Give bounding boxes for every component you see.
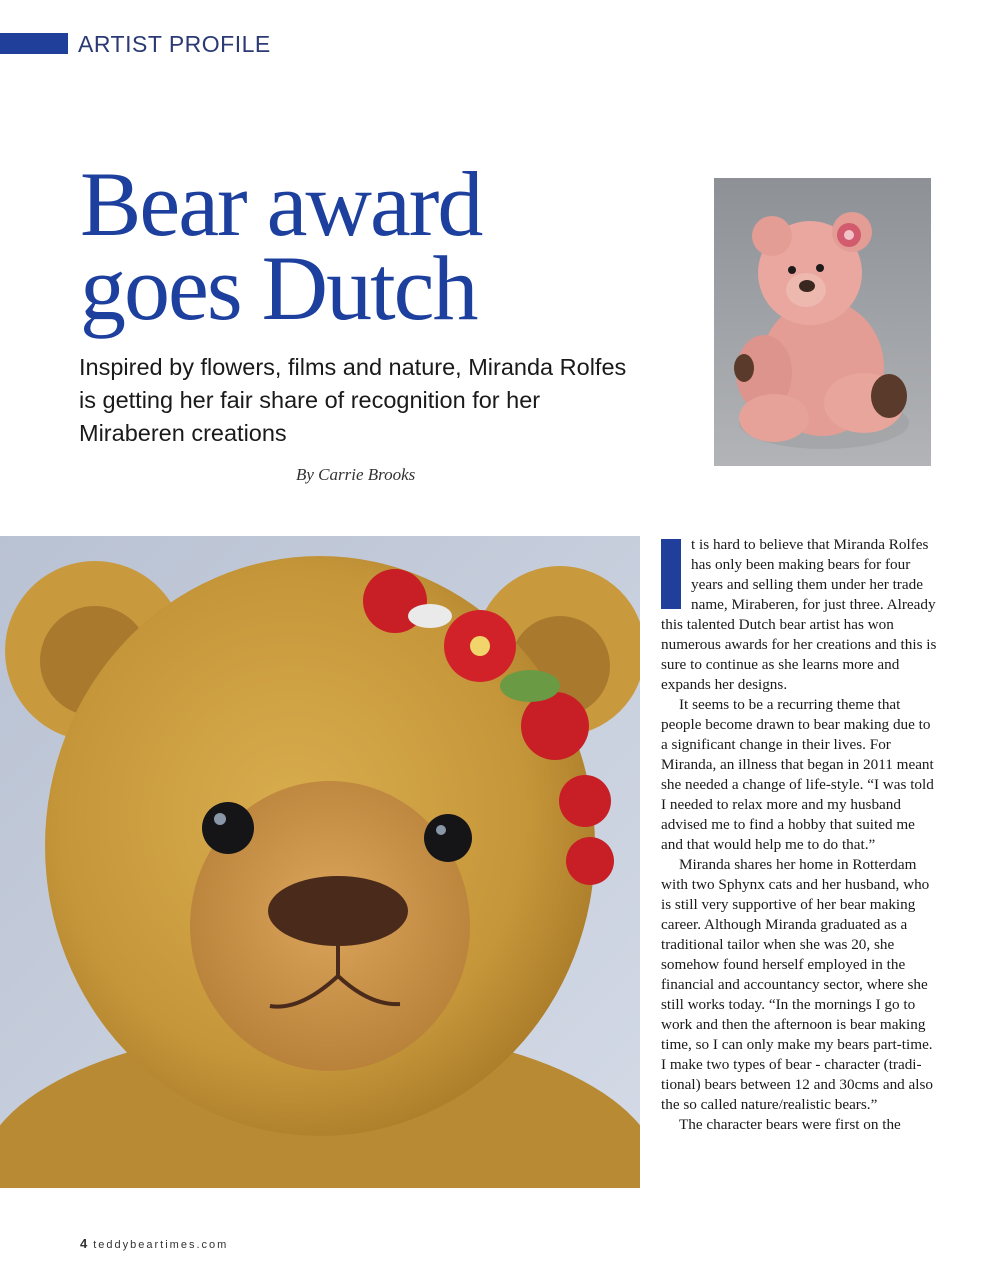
headline-line-1: Bear award — [80, 153, 482, 255]
page-number: 4 — [80, 1236, 88, 1251]
site-url: teddybeartimes.com — [93, 1239, 229, 1251]
article-paragraph — [661, 535, 939, 695]
headline — [80, 153, 640, 339]
standfirst: Inspired by flowers, films and nature, Miranda Rolfes is getting her fair share of recognition for her Miraberen creations — [79, 354, 627, 446]
article-paragraph: It seems to be a recurring theme that people become drawn to bear making due to a significant change in their lives. For Miranda, an illness that began in 2011 meant she needed a change of life-style. “I was told I needed to relax more and my husband advised me to find a hobby that suited me and that would help me to do that.” — [661, 696, 934, 853]
pink-bear-photo — [714, 178, 931, 466]
article-paragraph: Miranda shares her home in Rotterdam with two Sphynx cats and her husband, who is still very supportive of her bear making career. Although Miranda graduated as a traditional tailor when she was 20, she somehow found herself employed in the financial and accountancy sector, where she still works today. “In the mornings I go to work and then the afternoon is bear making time, so I can only make my bears part-time. I make two types of bear - character (tradi-tional) bears between 12 and 30cms and also the so called nature/realistic bears.” — [661, 856, 934, 1113]
section-color-bar — [0, 33, 68, 54]
article-paragraph: The character bears were first on the — [679, 1116, 901, 1133]
headline-line-2: goes Dutch — [80, 237, 477, 339]
footer — [80, 1236, 228, 1251]
drop-cap — [661, 539, 681, 609]
golden-bear-photo — [0, 536, 640, 1188]
article-paragraph-text: t is hard to believe that Miranda Rolfes has only been making bears for four years and selling them under her trade name, Miraberen, for just three. Already this talented Dutch bear artist has won numerous awards for her creations and this is sure to continue as she learns more and expands her designs. — [661, 536, 937, 693]
article-body — [661, 535, 939, 1135]
byline: By Carrie Brooks — [296, 465, 416, 484]
section-label: ARTIST PROFILE — [78, 31, 271, 57]
